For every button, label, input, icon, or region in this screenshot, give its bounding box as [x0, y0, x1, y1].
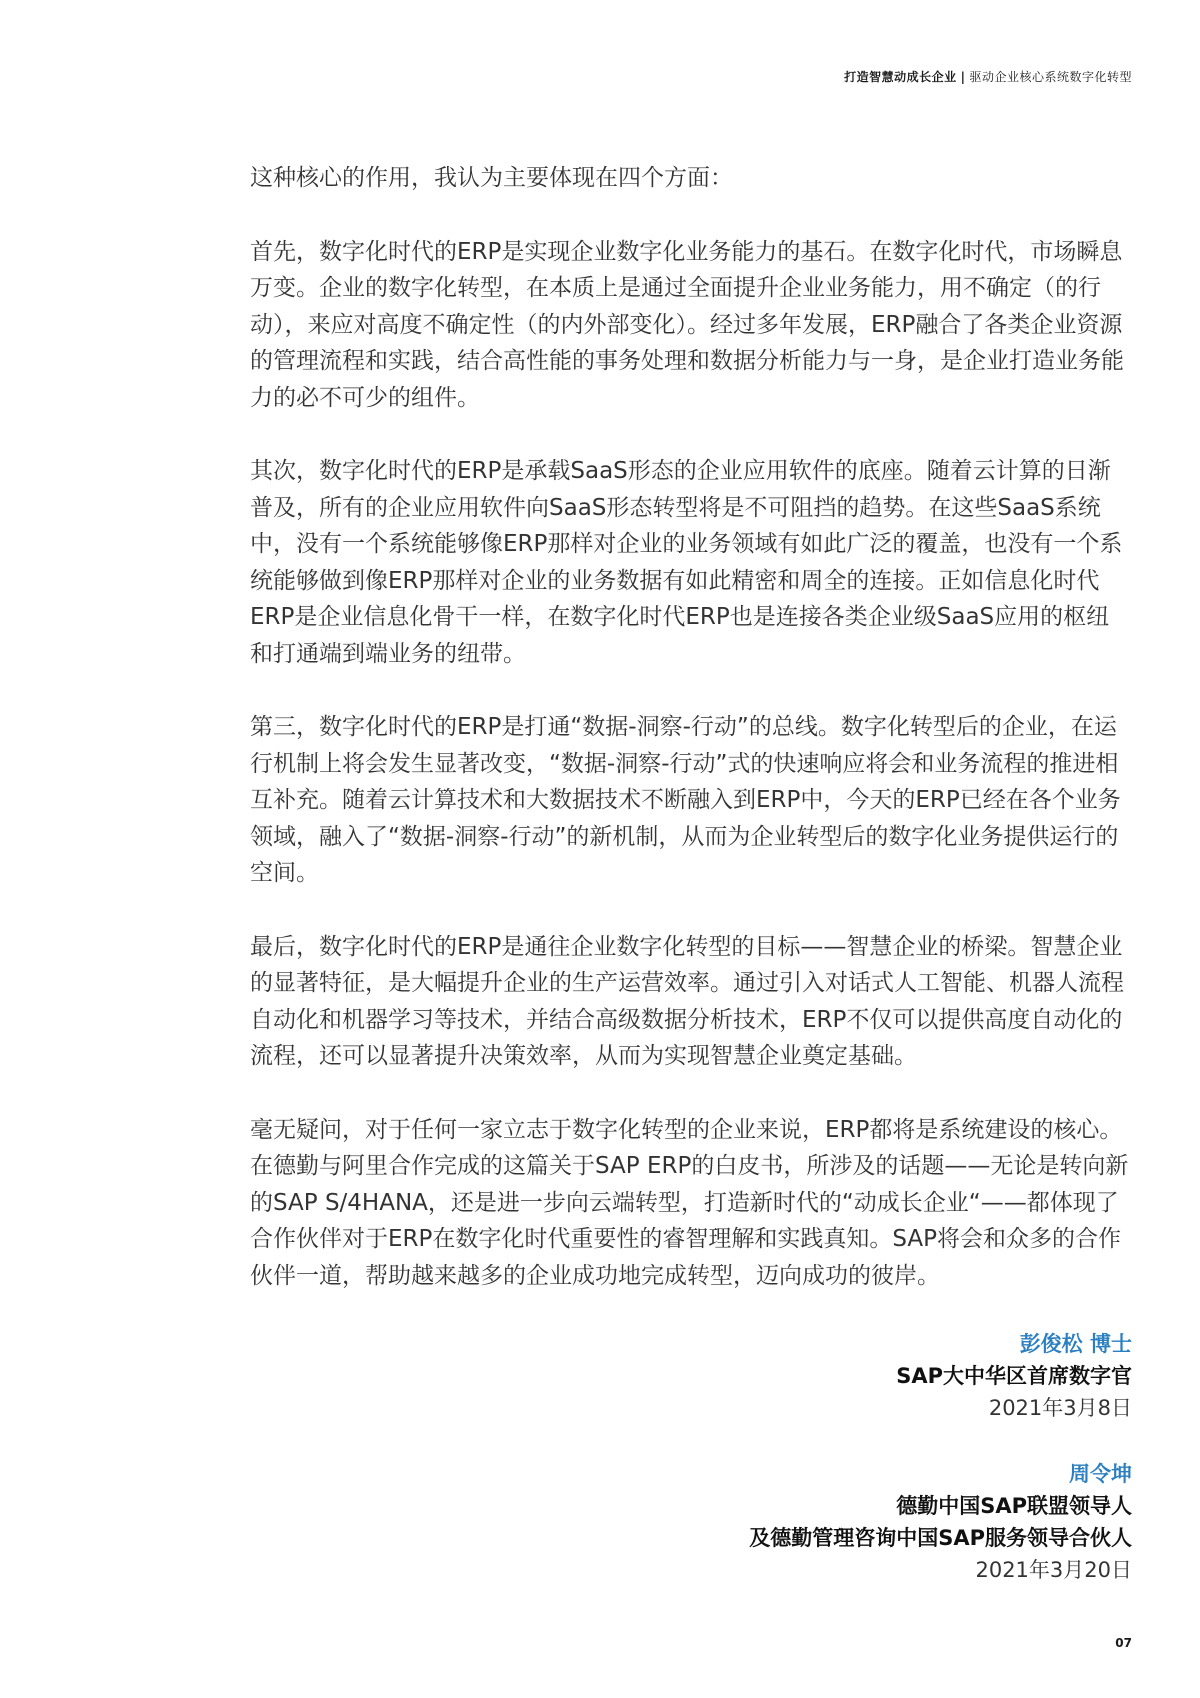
header-subtitle: 驱动企业核心系统数字化转型: [969, 70, 1132, 84]
intro-paragraph: 这种核心的作用，我认为主要体现在四个方面：: [250, 165, 733, 191]
paragraph-fourth: 最后，数字化时代的ERP是通往企业数字化转型的目标——智慧企业的桥梁。智慧企业的显著特征，是大幅提升企业的生产运营效率。通过引入对话式人工智能、机器人流程自动化和机器学习等技术，并结合高级数据分析技术，ERP不仅可以提供高度自动化的流程，还可以显著提升决策效率，从而为实现智慧企业奠定基础。: [250, 933, 1124, 1069]
header-title: 打造智慧动成长企业: [844, 70, 957, 84]
signatory-name: 周令坤: [1069, 1462, 1132, 1486]
paragraph-second: 其次，数字化时代的ERP是承载SaaS形态的企业应用软件的底座。随着云计算的日渐普及，所有的企业应用软件向SaaS形态转型将是不可阻挡的趋势。在这些SaaS系统中，没有一个系统能够像ERP那样对企业的业务领域有如此广泛的覆盖，也没有一个系统能够做到像ERP那样对企业的业务数据有如此精密和周全的连接。正如信息化时代ERP是企业信息化骨干一样，在数字化时代ERP也是连接各类企业级SaaS应用的枢纽和打通端到端业务的纽带。: [250, 458, 1123, 667]
paragraph-third: 第三，数字化时代的ERP是打通“数据-洞察-行动”的总线。数字化转型后的企业，在运行机制上将会发生显著改变，“数据-洞察-行动”式的快速响应将会和业务流程的推进相互补充。随着云计算技术和大数据技术不断融入到ERP中，今天的ERP已经在各个业务领域，融入了“数据-洞察-行动”的新机制，从而为企业转型后的数字化业务提供运行的空间。: [250, 714, 1121, 886]
running-header: [844, 68, 1132, 85]
paragraph-first: 首先，数字化时代的ERP是实现企业数字化业务能力的基石。在数字化时代，市场瞬息万变。企业的数字化转型，在本质上是通过全面提升企业业务能力，用不确定（的行动），来应对高度不确定性（的内外部变化）。经过多年发展，ERP融合了各类企业资源的管理流程和实践，结合高性能的事务处理和数据分析能力与一身，是企业打造业务能力的必不可少的组件。: [250, 238, 1124, 411]
signatory-title: 及德勤管理咨询中国SAP服务领导合伙人: [749, 1526, 1132, 1550]
signature-block: [532, 1328, 1132, 1424]
signatory-title: SAP大中华区首席数字官: [896, 1364, 1132, 1388]
signature-date: 2021年3月8日: [988, 1396, 1132, 1420]
header-separator: |: [960, 70, 966, 84]
page-number: 07: [1115, 1636, 1132, 1650]
signatory-title: 德勤中国SAP联盟领导人: [896, 1494, 1132, 1518]
signatory-name: 彭俊松 博士: [1019, 1332, 1132, 1356]
body-text: [250, 160, 1130, 1331]
signature-block: [532, 1458, 1132, 1586]
signatures: [532, 1328, 1132, 1620]
signature-date: 2021年3月20日: [975, 1558, 1132, 1582]
paragraph-conclusion: 毫无疑问，对于任何一家立志于数字化转型的企业来说，ERP都将是系统建设的核心。在德勤与阿里合作完成的这篇关于SAP ERP的白皮书，所涉及的话题——无论是转向新的SAP S/4HANA，还是进一步向云端转型，打造新时代的“动成长企业“——都体现了合作伙伴对于ERP在数字化时代重要性的睿智理解和实践真知。SAP将会和众多的合作伙伴一道，帮助越来越多的企业成功地完成转型，迈向成功的彼岸。: [250, 1116, 1129, 1289]
